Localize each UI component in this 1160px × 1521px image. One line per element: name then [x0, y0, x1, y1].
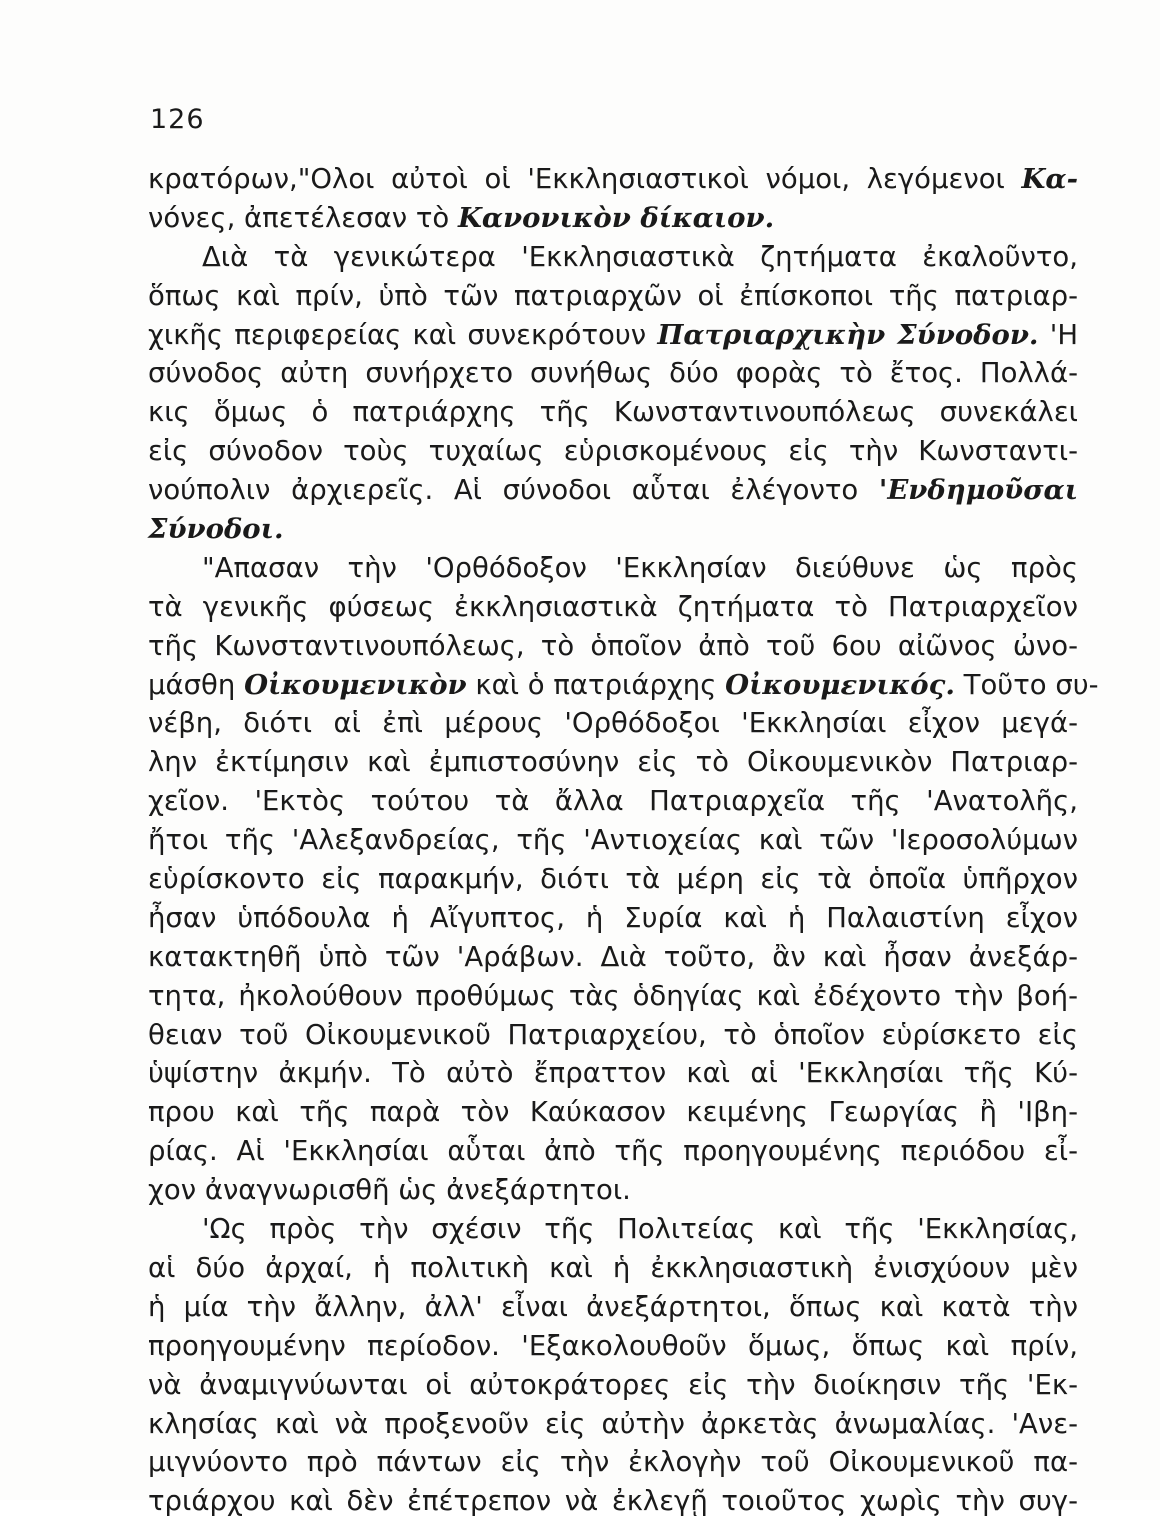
text-run: κρατόρων,"Ολοι αὐτοὶ οἱ 'Εκκλησιαστικοὶ νόμοι, λεγόμενοι	[148, 163, 1022, 195]
text-line	[148, 860, 1078, 899]
text-line	[148, 1171, 1078, 1210]
text-line	[148, 160, 1078, 199]
text-run: τῆς Κωνσταντινουπόλεως, τὸ ὁποῖον ἀπὸ τοῦ 6ου αἰῶνος ὠνο-	[148, 629, 1078, 662]
body-text	[148, 160, 1099, 1521]
text-line	[148, 743, 1078, 782]
text-line	[148, 432, 1078, 471]
text-run: ὅπως καὶ πρίν, ὑπὸ τῶν πατριαρχῶν οἱ ἐπίσκοποι τῆς πατριαρ-	[148, 279, 1078, 312]
text-run: πρου καὶ τῆς παρὰ τὸν Καύκασον κειμένης Γεωργίας ἢ 'Ιβη-	[148, 1096, 1078, 1129]
text-line	[148, 938, 1078, 977]
text-run: 'Ως πρὸς τὴν σχέσιν τῆς Πολιτείας καὶ τῆς 'Εκκλησίας,	[202, 1213, 1078, 1246]
emphasized-term: Σύνοδοι.	[148, 513, 284, 546]
text-line	[148, 1366, 1078, 1405]
text-run: εἰς σύνοδον τοὺς τυχαίως εὑρισκομένους εἰς τὴν Κωνσταντι-	[148, 435, 1078, 468]
text-run: μιγνύοντο πρὸ πάντων εἰς τὴν ἐκλογὴν τοῦ Οἰκουμενικοῦ πα-	[148, 1446, 1078, 1479]
text-line	[148, 899, 1078, 938]
text-run: μάσθη	[148, 668, 245, 701]
text-line	[148, 1405, 1078, 1444]
text-line	[148, 1249, 1078, 1288]
emphasized-term: Οἰκουμενικὸν	[244, 668, 467, 701]
text-line	[148, 1443, 1078, 1482]
text-run: Τοῦτο συ-	[954, 668, 1099, 701]
text-line	[148, 1482, 1078, 1521]
text-run: κλησίας καὶ νὰ προξενοῦν εἰς αὐτὴν ἀρκετὰς ἀνωμαλίας. 'Ανε-	[148, 1407, 1078, 1440]
emphasized-term: 'Ενδημοῦσαι	[878, 474, 1078, 507]
text-line	[148, 1016, 1078, 1055]
text-run: 'Η	[1038, 318, 1078, 351]
text-run: τὰ γενικῆς φύσεως ἐκκλησιαστικὰ ζητήματα τὸ Πατριαρχεῖον	[148, 590, 1078, 623]
text-run: εὑρίσκοντο εἰς παρακμήν, διότι τὰ μέρη εἰς τὰ ὁποῖα ὑπῆρχον	[148, 863, 1078, 896]
text-line	[148, 1132, 1078, 1171]
text-run: χικῆς περιφερείας καὶ συνεκρότουν	[148, 318, 658, 351]
paragraph-start-line	[148, 238, 1078, 277]
text-run: προηγουμένην περίοδον. 'Εξακολουθοῦν ὅμως, ὅπως καὶ πρίν,	[148, 1329, 1078, 1362]
text-line	[148, 1288, 1078, 1327]
text-line	[148, 471, 1078, 510]
text-run: καὶ ὁ πατριάρχης	[466, 668, 726, 701]
emphasized-term: Πατριαρχικὴν Σύνοδον.	[657, 318, 1039, 351]
text-line	[148, 277, 1078, 316]
text-run: τριάρχου καὶ δὲν ἐπέτρεπον νὰ ἐκλεγῇ τοιοῦτος χωρὶς τὴν συγ-	[148, 1485, 1078, 1518]
text-run: νέβη, διότι αἱ ἐπὶ μέρους 'Ορθόδοξοι 'Εκκλησίαι εἶχον μεγά-	[148, 707, 1078, 740]
text-run: τητα, ἠκολούθουν προθύμως τὰς ὁδηγίας καὶ ἐδέχοντο τὴν βοή-	[148, 979, 1078, 1012]
paragraph-start-line	[148, 549, 1078, 588]
text-run: κις ὅμως ὁ πατριάρχης τῆς Κωνσταντινουπόλεως συνεκάλει	[148, 396, 1078, 429]
paragraph-start-line	[148, 1210, 1078, 1249]
text-line	[148, 510, 1078, 549]
text-line	[148, 316, 1078, 355]
text-line	[148, 666, 1099, 705]
text-line	[148, 627, 1078, 666]
text-run: χον ἀναγνωρισθῆ ὡς ἀνεξάρτητοι.	[148, 1174, 631, 1207]
emphasized-term: Κανονικὸν δίκαιον.	[457, 201, 775, 234]
text-run: ἤτοι τῆς 'Αλεξανδρείας, τῆς 'Αντιοχείας καὶ τῶν 'Ιεροσολύμων	[148, 824, 1078, 857]
text-run: νόνες	[148, 201, 227, 234]
text-line	[148, 1327, 1078, 1366]
text-run: χεῖον. 'Εκτὸς τούτου τὰ ἄλλα Πατριαρχεῖα τῆς 'Ανατολῆς,	[148, 785, 1078, 818]
text-line	[148, 821, 1078, 860]
text-run: νὰ ἀναμιγνύωνται οἱ αὐτοκράτορες εἰς τὴν διοίκησιν τῆς 'Εκ-	[148, 1368, 1078, 1401]
text-run: "Απασαν τὴν 'Ορθόδοξον 'Εκκλησίαν διεύθυνε ὡς πρὸς	[202, 551, 1078, 584]
text-line	[148, 354, 1078, 393]
text-run: θειαν τοῦ Οἰκουμενικοῦ Πατριαρχείου, τὸ ὁποῖον εὑρίσκετο εἰς	[148, 1018, 1078, 1051]
text-run: ρίας. Αἱ 'Εκκλησίαι αὗται ἀπὸ τῆς προηγουμένης περιόδου εἶ-	[148, 1135, 1078, 1168]
text-run: , ἀπετέλεσαν τὸ	[226, 201, 458, 234]
text-run: λην ἐκτίμησιν καὶ ἐμπιστοσύνην εἰς τὸ Οἰκουμενικὸν Πατριαρ-	[148, 746, 1078, 779]
text-line	[148, 199, 1078, 238]
text-line	[148, 704, 1078, 743]
text-run: νούπολιν ἀρχιερεῖς. Αἱ σύνοδοι αὗται ἐλέγοντο	[148, 474, 879, 507]
emphasized-term: Κα-	[1021, 163, 1078, 195]
text-line	[148, 393, 1078, 432]
text-line	[148, 588, 1078, 627]
text-run: ἦσαν ὑπόδουλα ἡ Αἴγυπτος, ἡ Συρία καὶ ἡ Παλαιστίνη εἶχον	[148, 901, 1078, 934]
text-line	[148, 1054, 1078, 1093]
text-line	[148, 782, 1078, 821]
text-run: ὑψίστην ἀκμήν. Τὸ αὐτὸ ἔπραττον καὶ αἱ 'Εκκλησίαι τῆς Κύ-	[148, 1057, 1078, 1090]
text-run: ἡ μία τὴν ἄλλην, ἀλλ' εἶναι ἀνεξάρτητοι, ὅπως καὶ κατὰ τὴν	[148, 1290, 1078, 1323]
text-run: κατακτηθῆ ὑπὸ τῶν 'Αράβων. Διὰ τοῦτο, ἂν καὶ ἦσαν ἀνεξάρ-	[148, 940, 1078, 973]
text-line	[148, 977, 1078, 1016]
page-number: 126	[150, 104, 205, 135]
text-run: αἱ δύο ἀρχαί, ἡ πολιτικὴ καὶ ἡ ἐκκλησιαστικὴ ἐνισχύουν μὲν	[148, 1251, 1078, 1284]
text-run: Διὰ τὰ γενικώτερα 'Εκκλησιαστικὰ ζητήματα ἐκαλοῦντο,	[202, 240, 1078, 273]
text-run: σύνοδος αὐτη συνήρχετο συνήθως δύο φορὰς τὸ ἔτος. Πολλά-	[148, 357, 1078, 390]
emphasized-term: Οἰκουμενικός.	[725, 668, 955, 701]
text-line	[148, 1093, 1078, 1132]
